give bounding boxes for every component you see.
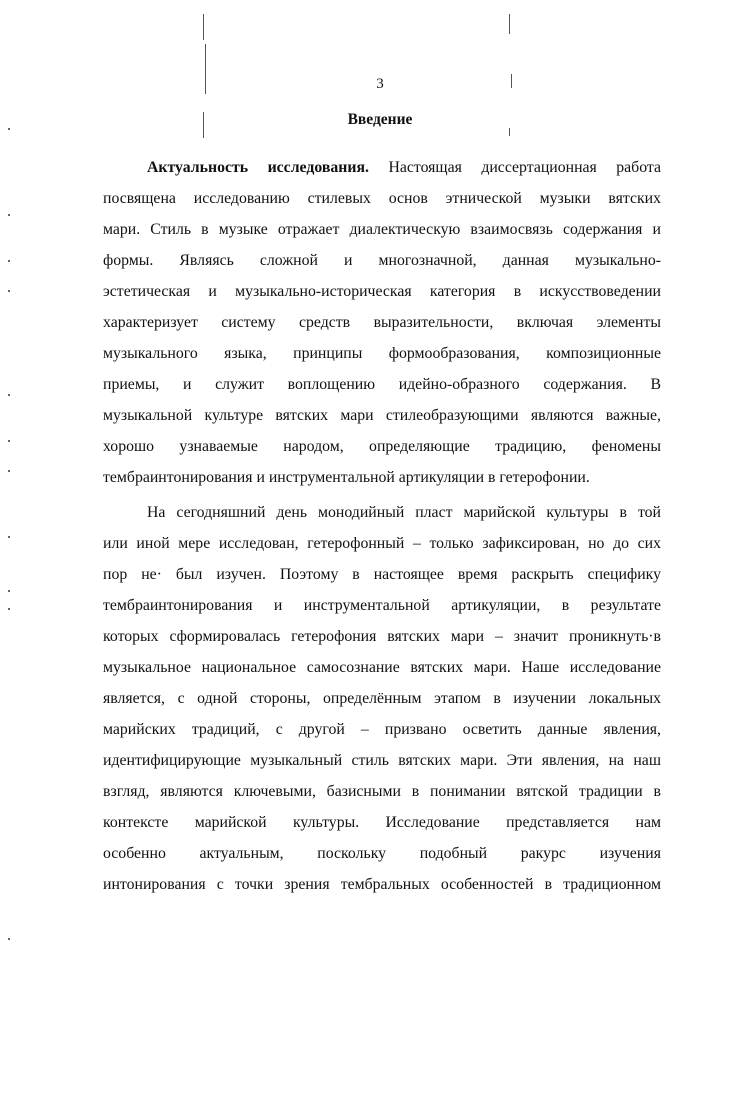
scan-artifact	[8, 440, 10, 442]
scan-artifact	[8, 536, 10, 538]
scan-artifact	[8, 260, 10, 262]
paragraph-line	[147, 158, 661, 178]
paragraph-line: тембраинтонирования и инструментальной артикуляции в гетерофонии.	[103, 469, 590, 486]
paragraph-line: посвящена исследованию стилевых основ этнической музыки вятских	[103, 190, 661, 207]
paragraph-line: характеризует систему средств выразительности, включая элементы	[103, 314, 661, 331]
paragraph-line: пор не· был изучен. Поэтому в настоящее время раскрыть специфику	[103, 566, 661, 583]
scan-artifact	[8, 394, 10, 396]
paragraph-line: особенно актуальным, поскольку подобный ракурс изучения	[103, 845, 661, 862]
paragraph-line: музыкального языка, принципы формообразования, композиционные	[103, 345, 661, 362]
paragraph-line: интонирования с точки зрения тембральных особенностей в традиционном	[103, 876, 661, 893]
section-heading: Введение	[347, 111, 413, 128]
paragraph-line: музыкальное национальное самосознание вятских мари. Наше исследование	[103, 659, 661, 676]
paragraph-line: контексте марийской культуры. Исследование представляется нам	[103, 814, 661, 831]
scan-artifact	[8, 290, 10, 292]
lead-bold: Актуальность исследования.	[147, 159, 369, 176]
paragraph-line: идентифицирующие музыкальный стиль вятских мари. Эти явления, на наш	[103, 752, 661, 769]
paragraph-line: тембраинтонирования и инструментальной артикуляции, в результате	[103, 597, 661, 614]
scan-artifact	[203, 14, 204, 40]
paragraph-line: марийских традиций, с другой – призвано осветить данные явления,	[103, 721, 661, 738]
scan-artifact	[509, 128, 510, 136]
paragraph-line: мари. Стиль в музыке отражает диалектическую взаимосвязь содержания и	[103, 221, 661, 238]
scan-artifact	[8, 938, 10, 940]
paragraph-line: приемы, и служит воплощению идейно-образного содержания. В	[103, 376, 661, 393]
paragraph-line: является, с одной стороны, определённым этапом в изучении локальных	[103, 690, 661, 707]
page-number: 3	[376, 76, 384, 92]
scan-artifact	[8, 214, 10, 216]
paragraph-line: хорошо узнаваемые народом, определяющие традицию, феномены	[103, 438, 661, 455]
paragraph-line: На сегодняшний день монодийный пласт марийской культуры в той	[147, 504, 661, 521]
scan-artifact	[509, 14, 510, 34]
scan-artifact	[8, 608, 10, 610]
line-text: Настоящая диссертационная работа	[369, 159, 662, 176]
paragraph-line: музыкальной культуре вятских мари стилеобразующими являются важные,	[103, 407, 661, 424]
scan-artifact	[8, 470, 10, 472]
paragraph-line: взгляд, являются ключевыми, базисными в понимании вятской традиции в	[103, 783, 661, 800]
paragraph-line: формы. Являясь сложной и многозначной, данная музыкально-	[103, 252, 661, 269]
paragraph-line: или иной мере исследован, гетерофонный – только зафиксирован, но до сих	[103, 535, 661, 552]
scan-artifact	[8, 590, 10, 592]
paragraph-line: которых сформировалась гетерофония вятских мари – значит проникнуть·в	[103, 628, 661, 645]
paragraph-line: эстетическая и музыкально-историческая категория в искусствоведении	[103, 283, 661, 300]
